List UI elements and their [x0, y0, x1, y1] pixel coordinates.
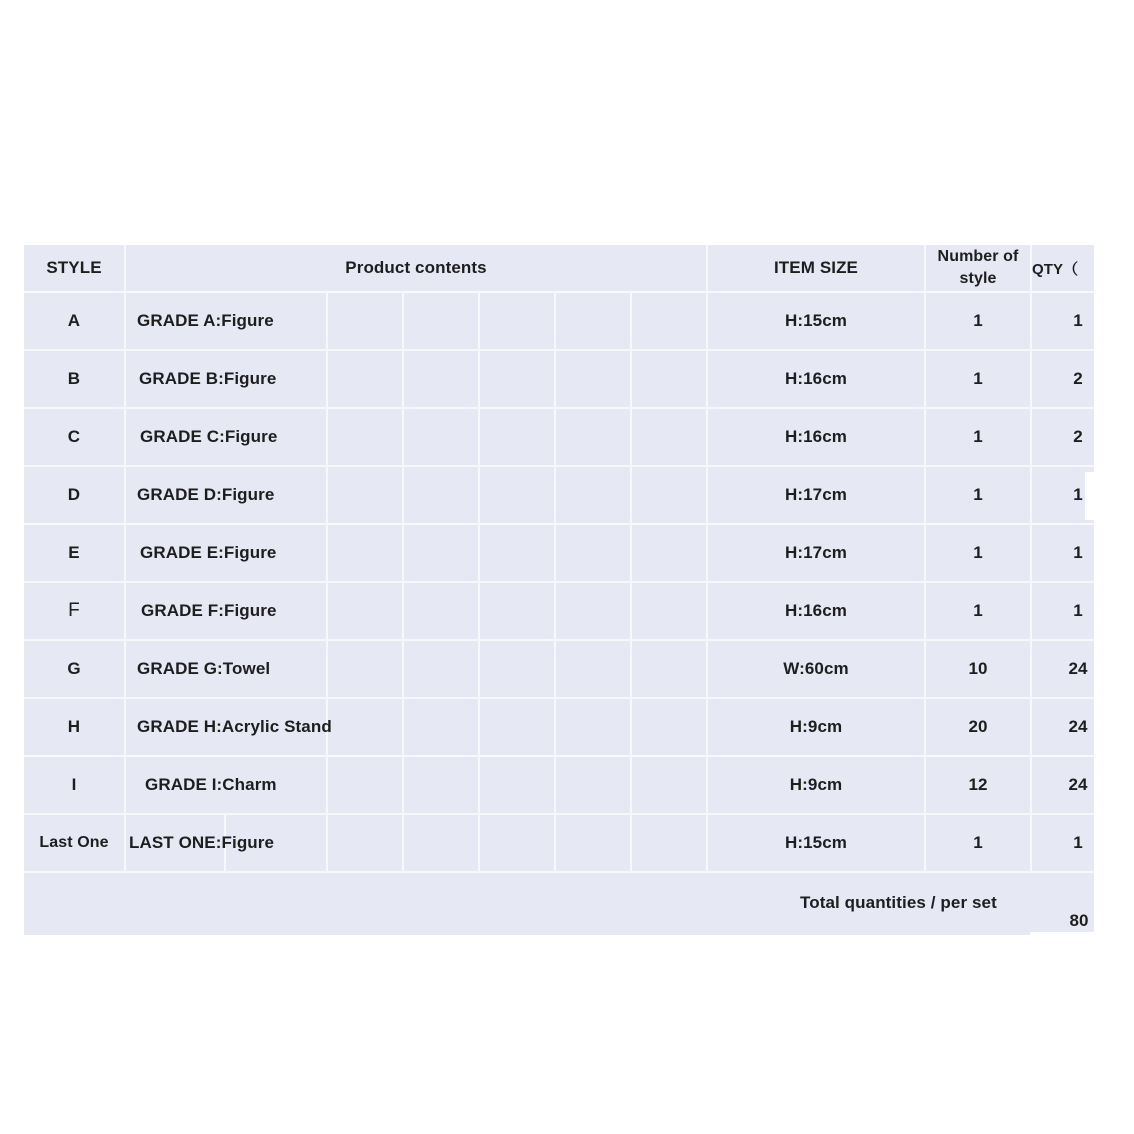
row-size: H:16cm — [784, 427, 848, 446]
row-size: H:17cm — [784, 543, 848, 562]
row-style: Last One — [39, 834, 109, 851]
row-size: H:17cm — [784, 485, 848, 504]
row-size: H:9cm — [789, 717, 843, 736]
row-qty: 1 — [1073, 601, 1083, 620]
row-content: GRADE A:Figure — [137, 311, 274, 330]
header-qty: QTY（ — [1032, 260, 1079, 278]
row-style: E — [68, 543, 80, 562]
row-content: GRADE F:Figure — [141, 601, 277, 620]
row-number: 1 — [973, 601, 983, 620]
row-number: 1 — [973, 369, 983, 388]
row-content: GRADE H:Acrylic Stand — [137, 717, 332, 736]
row-number: 1 — [973, 427, 983, 446]
row-content: GRADE D:Figure — [137, 485, 275, 504]
row-size: H:15cm — [784, 311, 848, 330]
row-number: 12 — [968, 775, 988, 794]
row-number: 20 — [968, 717, 988, 736]
row-style: B — [67, 369, 81, 388]
row-size: H:16cm — [784, 601, 848, 620]
row-qty: 1 — [1073, 833, 1083, 852]
column-divider — [124, 245, 126, 871]
row-number: 1 — [973, 543, 983, 562]
row-qty: 24 — [1068, 775, 1088, 794]
row-content: LAST ONE:Figure — [129, 833, 275, 852]
column-divider — [630, 291, 632, 871]
header-item-size: ITEM SIZE — [773, 258, 859, 277]
row-size: H:9cm — [789, 775, 843, 794]
total-value: 80 — [1069, 911, 1089, 930]
row-qty: 1 — [1073, 311, 1083, 330]
row-divider — [24, 871, 1094, 873]
row-qty: 24 — [1068, 717, 1088, 736]
row-number: 1 — [973, 485, 983, 504]
row-style: C — [67, 427, 81, 446]
product-table — [24, 245, 1094, 935]
row-content: GRADE I:Charm — [145, 775, 277, 794]
row-qty: 24 — [1068, 659, 1088, 678]
column-divider — [478, 291, 480, 871]
qty-cell-gap — [1085, 472, 1094, 520]
column-divider — [554, 291, 556, 871]
header-number-of-style — [926, 245, 1030, 291]
row-qty: 1 — [1073, 485, 1083, 504]
row-size: H:16cm — [784, 369, 848, 388]
total-cell-gap — [1030, 932, 1094, 936]
row-size: W:60cm — [783, 659, 849, 678]
row-style: H — [67, 717, 81, 736]
header-style: STYLE — [46, 258, 102, 277]
header-product-contents: Product contents — [345, 258, 487, 277]
total-label: Total quantities / per set — [800, 893, 997, 912]
header-number-of-style-line1: Number of — [937, 248, 1019, 265]
row-style: I — [71, 775, 77, 794]
row-content: GRADE B:Figure — [139, 369, 277, 388]
row-style: F — [68, 600, 80, 621]
row-style: G — [67, 659, 81, 678]
row-number: 1 — [973, 311, 983, 330]
row-content: GRADE C:Figure — [140, 427, 278, 446]
header-number-of-style-line2: style — [959, 270, 997, 287]
row-qty: 2 — [1073, 427, 1083, 446]
row-content: GRADE E:Figure — [140, 543, 277, 562]
row-style: A — [67, 311, 81, 330]
row-size: H:15cm — [784, 833, 848, 852]
row-qty: 1 — [1073, 543, 1083, 562]
row-number: 1 — [973, 833, 983, 852]
row-number: 10 — [968, 659, 988, 678]
row-qty: 2 — [1073, 369, 1083, 388]
row-content: GRADE G:Towel — [137, 659, 271, 678]
row-style: D — [67, 485, 81, 504]
